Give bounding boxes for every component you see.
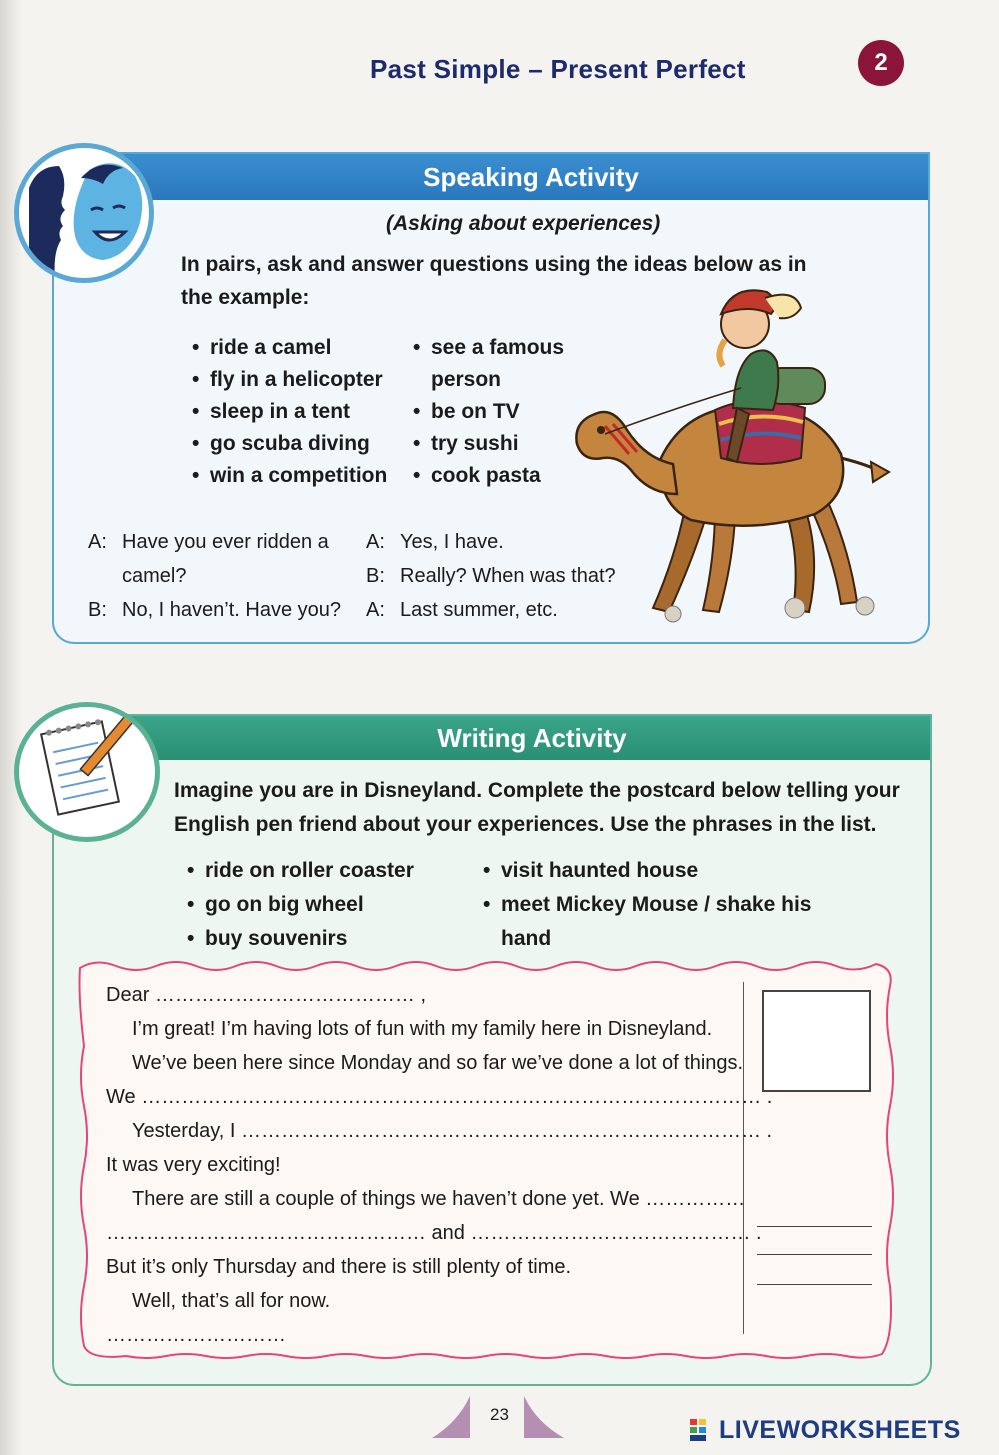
idea-item: • be on TV [413, 396, 564, 428]
idea-item: • sleep in a tent [192, 396, 387, 428]
writing-instruction-line1: Imagine you are in Disneyland. Complete the postcard below telling your [174, 779, 900, 802]
talking-faces-icon [14, 143, 154, 283]
chapter-title: Past Simple – Present Perfect [370, 54, 746, 84]
writing-instruction-line2: English pen friend about your experiences. Use the phrases in the list. [174, 813, 877, 836]
idea-item: • fly in a helicopter [192, 364, 387, 396]
postcard-blank-yesterday[interactable]: Yesterday, I …………………………………………………………………… . [132, 1120, 773, 1142]
postcard-blank-signature[interactable]: ……………………… [106, 1324, 286, 1346]
address-line [757, 1284, 872, 1285]
phrase-item: • go on big wheel [187, 888, 414, 922]
postcard-greeting[interactable]: Dear ………………………………… , [106, 984, 427, 1006]
notepad-pencil-icon [14, 702, 160, 842]
phrase-item: • visit haunted house [483, 854, 811, 888]
phrase-item: • meet Mickey Mouse / shake his [483, 888, 811, 922]
idea-item: • try sushi [413, 428, 564, 460]
writing-activity-bar [54, 716, 930, 760]
idea-item: • see a famous [413, 332, 564, 364]
idea-item: • cook pasta [413, 460, 564, 492]
phrase-item: • buy souvenirs [187, 922, 414, 956]
speaking-activity-heading: Speaking Activity [423, 162, 639, 192]
phrases-list-left [187, 854, 414, 956]
phrase-item: • ride on roller coaster [187, 854, 414, 888]
idea-item: • win a competition [192, 460, 387, 492]
page-number: 23 [490, 1405, 509, 1424]
idea-item-continuation: person [431, 368, 502, 391]
idea-item: • go scuba diving [192, 428, 387, 460]
postcard-divider [743, 982, 744, 1334]
stamp-box [762, 990, 871, 1092]
postcard-line: I’m great! I’m having lots of fun with my family here in Disneyland. [132, 1018, 713, 1040]
speaking-instruction-line2: the example: [181, 286, 310, 309]
idea-item-continuation: hand [501, 927, 552, 950]
phrases-list-right [483, 854, 811, 956]
ideas-list-left [192, 332, 387, 492]
dialogue-right: A: Yes, I have. B: Really? When was that? A: Last summer, etc. [366, 531, 616, 621]
address-line [757, 1254, 872, 1255]
speaking-subtitle: (Asking about experiences) [386, 212, 661, 235]
ideas-list-right [413, 332, 564, 492]
postcard-blank-and[interactable]: ………………………………………… and …………………………………… . [106, 1222, 762, 1244]
postcard-line: Well, that’s all for now. [132, 1290, 331, 1312]
speaking-activity-bar [54, 154, 928, 200]
camel-rider-illustration [565, 258, 900, 630]
postcard-line: It was very exciting! [106, 1154, 281, 1176]
chapter-number-badge: 2 [858, 40, 904, 86]
dialogue-left: A: Have you ever ridden a camel? B: No, I haven’t. Have you? [88, 531, 342, 621]
postcard-blank-we[interactable]: We ………………………………………………………………………………… . [106, 1086, 773, 1108]
postcard-line: But it’s only Thursday and there is still plenty of time. [106, 1256, 572, 1278]
liveworksheets-logo: LIVEWORKSHEETS [690, 1416, 961, 1445]
postcard-blank-not-done[interactable]: There are still a couple of things we haven’t done yet. We …………… [132, 1188, 746, 1210]
speaking-instruction-line1: In pairs, ask and answer questions using the ideas below as in [181, 253, 807, 276]
writing-activity-heading: Writing Activity [437, 723, 627, 753]
liveworksheets-icon [690, 1419, 716, 1441]
idea-item: • ride a camel [192, 332, 387, 364]
postcard-line: We’ve been here since Monday and so far we’ve done a lot of things. [132, 1052, 744, 1074]
address-line [757, 1226, 872, 1227]
